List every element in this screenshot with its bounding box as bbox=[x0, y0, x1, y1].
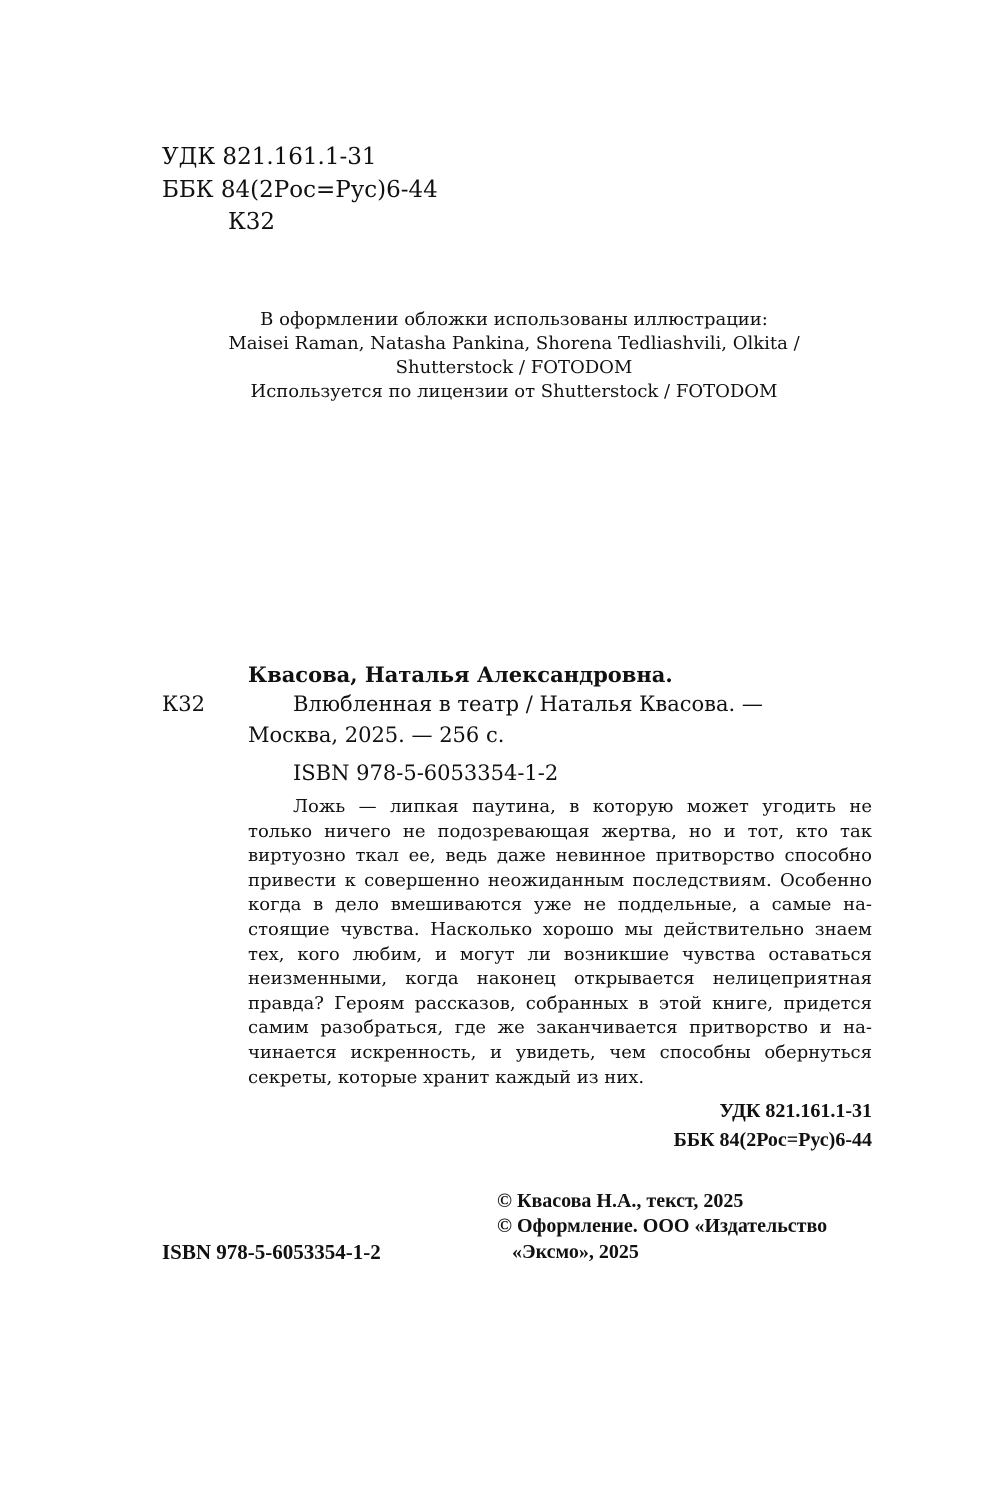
udk-header: УДК 821.161.1-31 bbox=[162, 144, 377, 170]
annotation-line: секреты, которые хранит каждый из них. bbox=[248, 1066, 645, 1088]
cover-credit-line: Shutterstock / FOTODOM bbox=[395, 357, 633, 378]
annotation-line: правда? Героям рассказов, собранных в этой книге, придется bbox=[248, 992, 872, 1014]
classification-bbk: ББК 84(2Рос=Рус)6-44 bbox=[673, 1129, 872, 1151]
annotation-line: неизменными, когда наконец открывается нелицеприятная bbox=[248, 968, 872, 990]
cover-credit-line: В оформлении обложки использованы иллюстрации: bbox=[260, 309, 768, 330]
annotation bbox=[248, 795, 872, 1090]
annotation-line: Ложь — липкая паутина, в которую может угодить не bbox=[293, 796, 872, 817]
annotation-line: самим разобраться, где же заканчивается притворство и на- bbox=[248, 1017, 872, 1039]
copyright-line: © Оформление. ООО «Издательство bbox=[497, 1215, 828, 1237]
annotation-line: когда в дело вмешиваются уже не поддельные, а самые на- bbox=[248, 894, 872, 916]
copyright-line: «Эксмо», 2025 bbox=[512, 1241, 639, 1263]
catalog-title: Влюбленная в театр / Наталья Квасова. — bbox=[293, 692, 763, 716]
author-mark-header: К32 bbox=[228, 209, 276, 235]
annotation-line: только ничего не подозревающая жертва, но и тот, кто так bbox=[248, 820, 872, 842]
annotation-line: привести к совершенно неожиданным последствиям. Особенно bbox=[248, 869, 872, 891]
cover-credit-line: Используется по лицензии от Shutterstock / FOTODOM bbox=[250, 381, 778, 402]
catalog-imprint: Москва, 2025. — 256 с. bbox=[248, 723, 505, 747]
footer-isbn: ISBN 978-5-6053354-1-2 bbox=[162, 1240, 381, 1264]
annotation-line: тех, кого любим, и могут ли возникшие чувства оставаться bbox=[248, 943, 872, 965]
catalog-isbn: ISBN 978-5-6053354-1-2 bbox=[293, 761, 559, 785]
classification-udk: УДК 821.161.1-31 bbox=[719, 1100, 872, 1122]
catalog-author: Квасова, Наталья Александровна. bbox=[248, 662, 673, 687]
annotation-line: стоящие чувства. Насколько хорошо мы действительно знаем bbox=[248, 918, 872, 940]
annotation-line: чинается искренность, и увидеть, чем способны обернуться bbox=[248, 1041, 872, 1063]
annotation-line: виртуозно ткал ее, ведь даже невинное притворство способно bbox=[248, 845, 872, 867]
catalog-author-mark: К32 bbox=[162, 692, 205, 716]
cover-credit-line: Maisei Raman, Natasha Pankina, Shorena Tedliashvili, Olkita / bbox=[228, 333, 800, 354]
copyright-line: © Квасова Н.А., текст, 2025 bbox=[497, 1190, 744, 1212]
bbk-header: ББК 84(2Рос=Рус)6-44 bbox=[162, 177, 438, 203]
